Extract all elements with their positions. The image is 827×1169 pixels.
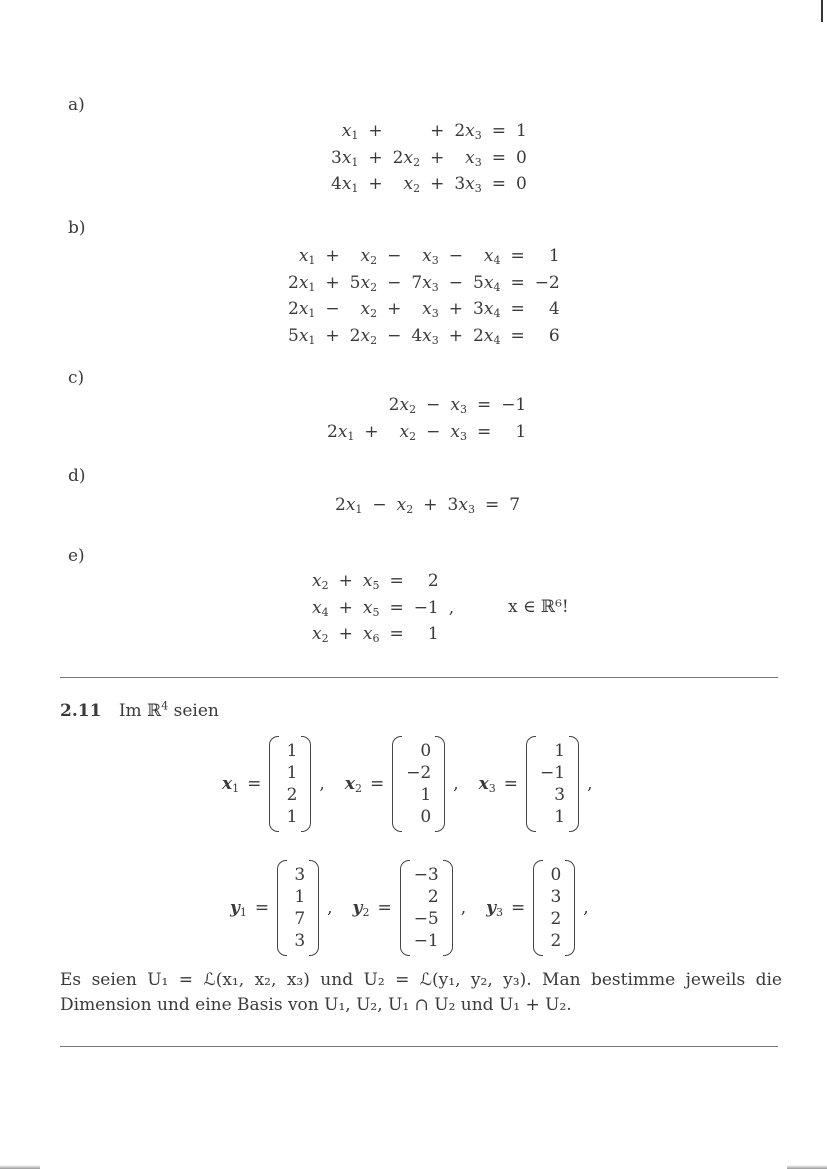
column-vector-x3: 1 −1 3 1 [526, 736, 579, 832]
column-vector-y3: 0 3 2 2 [533, 860, 575, 956]
column-vector-x1: 1 1 2 1 [269, 736, 311, 832]
exercise-number: 2.11 [60, 701, 102, 721]
vector-name: $x_2$ [344, 774, 362, 795]
exercise-intro-tail: seien [173, 701, 219, 721]
exercise-space-exp: 4 [161, 699, 169, 713]
e-side-condition: x ∈ ℝ⁶! [508, 597, 569, 617]
divider-bottom [60, 1046, 778, 1047]
vector-name: $y_2$ [352, 898, 370, 919]
column-vector-x2: 0 −2 1 0 [392, 736, 445, 832]
part-label-e: e) [68, 546, 85, 566]
scan-edge-shadow-right [787, 1165, 827, 1169]
vector-name: $x_1$ [222, 774, 240, 795]
scan-edge-mark [821, 0, 823, 22]
vector-name: $y_3$ [486, 898, 504, 919]
part-label-b: b) [68, 218, 86, 238]
exercise-space: ℝ [147, 701, 162, 721]
vector-name: $y_1$ [230, 898, 247, 919]
equation-system-b: $x_1$ + $x_2$ − $x_3$ − $x_4$ = 1 $2x_1$ + $5x_2$ − $7x_3$ − $5x_4$ = −2 $2x_1$ − $x_2$ + $x_3$ + $3x_4$ = 4 $5x_1$ + $2x_2$ − $4x_3$ + $2x_4$ = 6 [288, 246, 560, 347]
equation-system-d: $2x_1$ − $x_2$ + $3x_3$ = 7 [335, 495, 521, 516]
part-label-a: a) [68, 95, 85, 115]
part-label-d: d) [68, 466, 86, 486]
column-vector-y2: −3 2 −5 −1 [400, 860, 453, 956]
vector-name: $x_3$ [478, 774, 496, 795]
exercise-intro: Im [118, 701, 142, 721]
equation-system-e: $x_2$ + $x_5$ = 2 $x_4$ + $x_5$ = −1 , $x_2$ + $x_6$ = 1 [312, 571, 455, 645]
task-paragraph: Es seien U₁ = ℒ(x₁, x₂, x₃) und U₂ = ℒ(y₁, y₂, y₃). Man bestimme jeweils die Dimension und eine Basis von U₁, U₂, U₁ ∩ U₂ und U₁ + U₂. [60, 970, 782, 1015]
divider-top [60, 677, 778, 678]
exercise-header [60, 701, 219, 721]
equation-system-a: $x_1$ + + $2x_3$ = 1 $3x_1$ + $2x_2$ + $x_3$ = 0 $4x_1$ + $x_2$ + $3x_3$ = 0 [331, 121, 527, 195]
vector-row-y: $y_1$ = 3 1 7 3 , $y_2$ = −3 2 −5 −1 , $y_3$ = 0 3 2 2 , [230, 860, 609, 956]
vector-row-x: $x_1$ = 1 1 2 1 , $x_2$ = 0 −2 1 0 , $x_3$ = 1 −1 3 1 , [222, 736, 613, 832]
scan-edge-shadow-left [0, 1165, 40, 1169]
part-label-c: c) [68, 368, 85, 388]
equation-system-c: $2x_2$ − $x_3$ = −1 $2x_1$ + $x_2$ − $x_3$ = 1 [327, 395, 527, 443]
column-vector-y1: 3 1 7 3 [277, 860, 319, 956]
